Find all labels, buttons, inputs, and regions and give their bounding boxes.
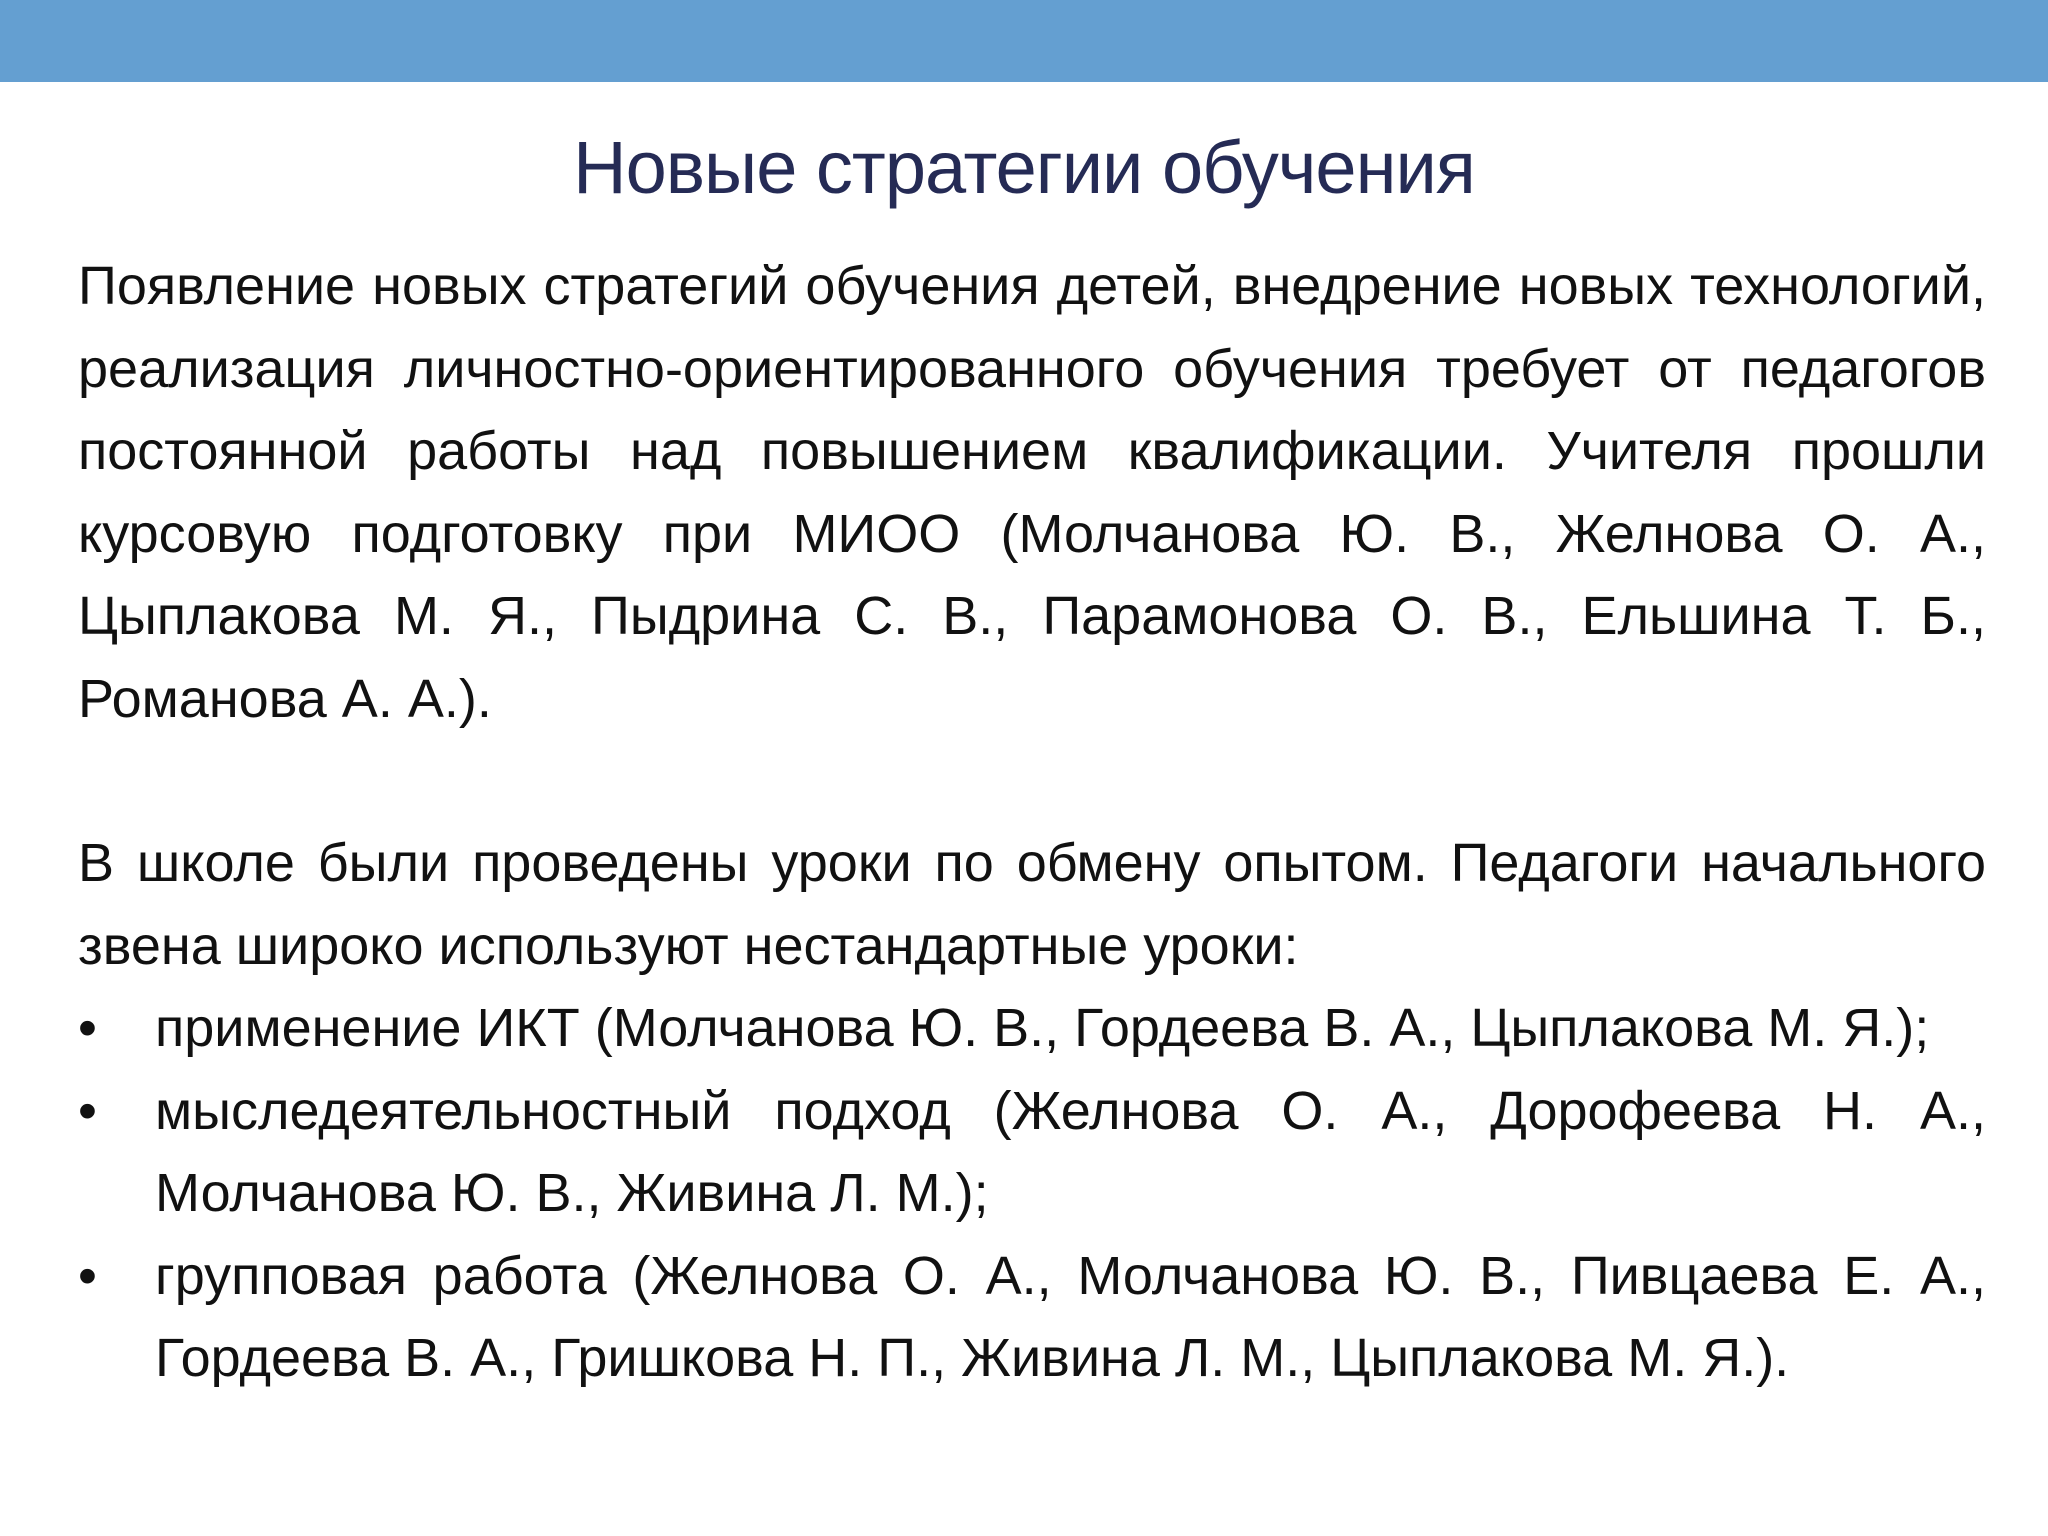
header-accent-bar [0,0,2048,82]
list-item [78,987,1986,1070]
slide-body [78,245,1986,1400]
list-item-text: применение ИКТ (Молчанова Ю. В., Гордеева В. А., Цыплакова М. Я.); [155,998,1930,1058]
bullet-icon: • [78,1245,97,1306]
lesson-types-list [78,987,1986,1400]
list-item-text: мыследеятельностный подход (Желнова О. А., Дорофеева Н. А., Молчанова Ю. В., Живина Л. М.); [155,1080,1986,1223]
paragraph-lessons: В школе были проведены уроки по обмену опытом. Педагоги начального звена широко используют нестандартные уроки: [78,833,1986,976]
bullet-icon: • [78,1080,97,1141]
bullet-icon: • [78,998,97,1058]
list-item [78,1070,1986,1235]
list-item [78,1235,1986,1400]
slide-title: Новые стратегии обучения [573,126,1475,209]
list-item-text: групповая работа (Желнова О. А., Молчанова Ю. В., Пивцаева Е. А., Гордеева В. А., Гришкова Н. П., Живина Л. М., Цыплакова М. Я.). [155,1245,1986,1388]
paragraph-spacer [78,740,1986,822]
paragraph-courses: Появление новых стратегий обучения детей, внедрение новых технологий, реализация личностно-ориентированного обучения требует от педагогов постоянной работы над повышением квалификации. Учителя прошли курсовую подготовку при МИОО (Молчанова Ю. В., Желнова О. А., Цыплакова М. Я., Пыдрина С. В., Парамонова О. В., Ельшина Т. Б., Романова А. А.). [78,256,1986,729]
